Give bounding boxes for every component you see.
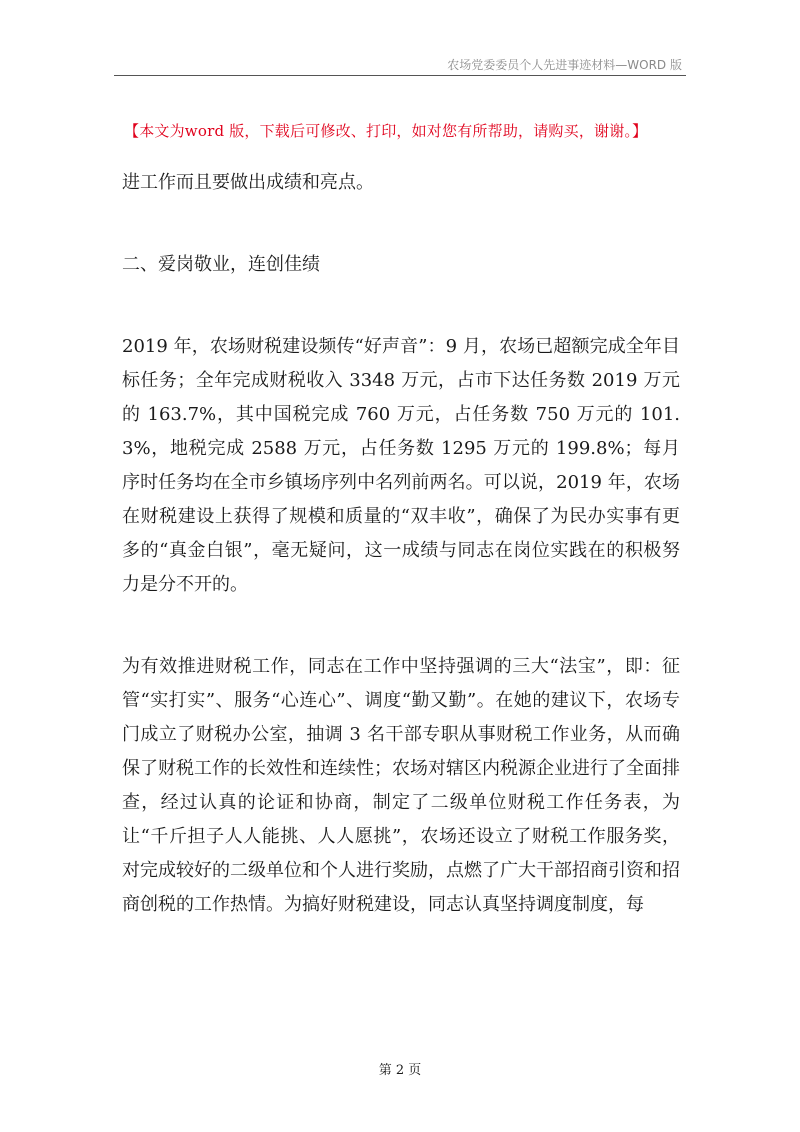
header-title: 农场党委委员个人先进事迹材料—WORD 版	[447, 58, 682, 72]
purchase-notice: 【本文为word 版，下载后可修改、打印，如对您有所帮助，请购买，谢谢。】	[124, 122, 648, 140]
paragraph-tax-measures: 为有效推进财税工作，同志在工作中坚持强调的三大“法宝”，即：征管“实打实”、服务“心连心”、调度“勤又勤”。在她的建议下，农场专门成立了财税办公室，抽调 3 名干部专职从事财税工作业务，从而确保了财税工作的长效性和连续性；农场对辖区内税源企业进行了全面排查，经过认真的论证和协商，制定了二级单位财税工作任务表，为让“千斤担子人人能挑、人人愿挑”，农场还设立了财税工作服务奖，对完成较好的二级单位和个人进行奖励，点燃了广大干部招商引资和招商创税的工作热情。为搞好财税建设，同志认真坚持调度制度，每	[122, 656, 680, 915]
section-heading: 二、爱岗敬业，连创佳绩	[122, 254, 320, 275]
paragraph-2019-results: 2019 年，农场财税建设频传“好声音”：9 月，农场已超额完成全年目标任务；全年完成财税收入 3348 万元，占市下达任务数 2019 万元的 163.7%，其中国税完成 760 万元，占任务数 750 万元的 101.3%，地税完成 2588 万元，占任务数 1295 万元的 199.8%；每月序时任务均在全市乡镇场序列中名列前两名。可以说，2019 年，农场在财税建设上获得了规模和质量的“双丰收”，确保了为民办实事有更多的“真金白银”，毫无疑问，这一成绩与同志在岗位实践在的积极努力是分不开的。	[122, 336, 680, 595]
document-body	[122, 166, 680, 922]
paragraph-continuation: 进工作而且要做出成绩和亮点。	[122, 172, 374, 193]
page-number: 第 2 页	[378, 1063, 422, 1078]
header-rule	[114, 75, 686, 76]
